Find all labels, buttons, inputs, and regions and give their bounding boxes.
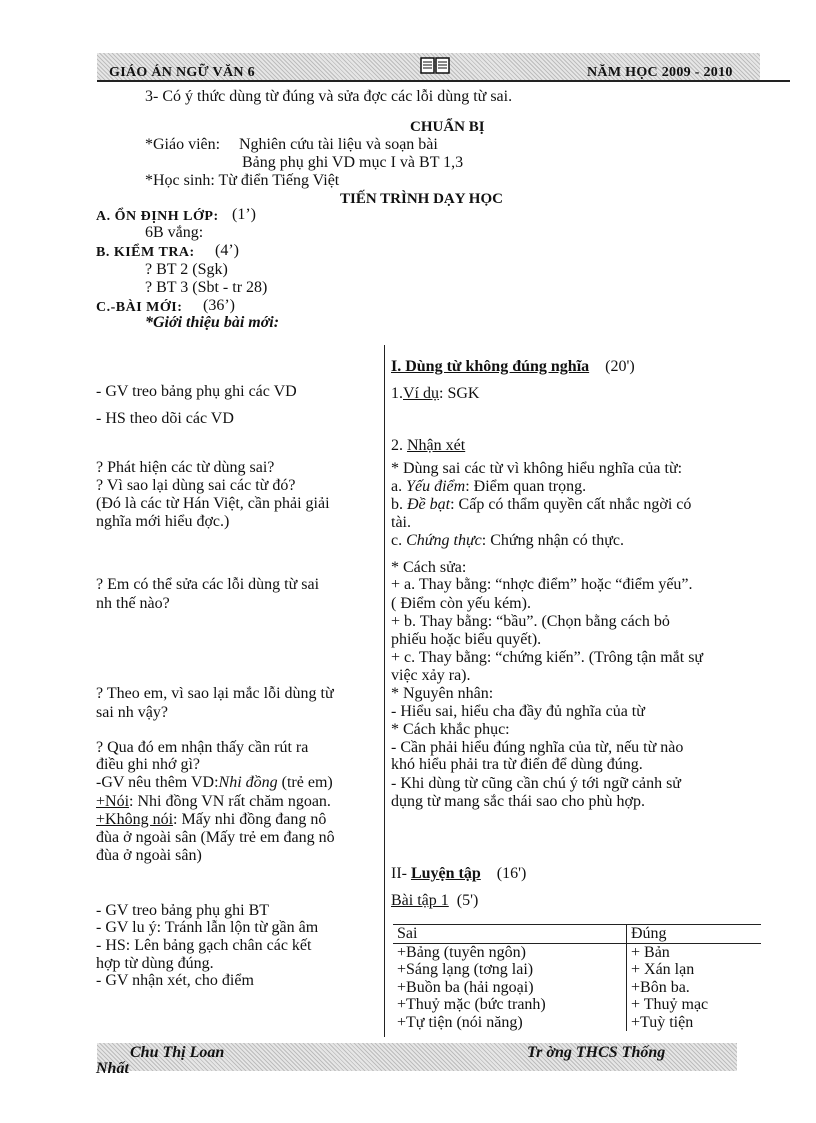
table-row xyxy=(393,943,761,961)
right-line-17: khó hiểu phải tra từ điển để dùng đúng. xyxy=(391,756,643,773)
header-rule xyxy=(97,80,790,82)
section-b-line-1: ? BT 2 (Sgk) xyxy=(145,261,228,278)
section-2-heading xyxy=(391,866,526,883)
table-row xyxy=(393,996,761,1014)
left-line-6: nghĩa mới hiểu đợc.) xyxy=(96,513,230,530)
left-line-13 xyxy=(96,775,333,792)
footer-school: Tr ờng THCS Thống xyxy=(527,1044,666,1061)
right-line-3-term: Đề bạt xyxy=(407,496,451,513)
right-line-5 xyxy=(391,533,624,550)
right-line-1: * Dùng sai các từ vì không hiểu nghĩa của từ: xyxy=(391,460,683,477)
left-line-1: - GV treo bảng phụ ghi các VD xyxy=(96,383,297,400)
prep-student: *Học sinh: Từ điển Tiếng Việt xyxy=(145,172,340,189)
section-1-time: (20') xyxy=(605,358,635,375)
right-line-13: * Nguyên nhân: xyxy=(391,685,494,702)
left-line-21: hợp từ dùng đúng. xyxy=(96,955,214,972)
left-line-15 xyxy=(96,812,326,829)
left-line-14 xyxy=(96,794,331,811)
table-cell-wrong: +Thuỷ mặc (bức tranh) xyxy=(397,996,546,1013)
left-line-5: (Đó là các từ Hán Việt, cần phải giải xyxy=(96,495,330,512)
exercise-1-heading xyxy=(391,893,478,910)
footer-author: Chu Thị Loan xyxy=(130,1044,225,1061)
right-line-2 xyxy=(391,479,586,496)
left-line-14-b: : Nhi đồng VN rất chăm ngoan. xyxy=(129,793,331,810)
section-2-title: Luyện tập xyxy=(410,865,481,882)
left-line-4: ? Vì sao lại dùng sai các từ đó? xyxy=(96,477,296,494)
left-line-19: - GV lu ý: Tránh lẫn lộn từ gần âm xyxy=(96,919,319,936)
right-line-5-c: : Chứng nhận có thực. xyxy=(481,532,624,549)
section-b-label: B. KIỂM TRA: xyxy=(96,245,195,260)
left-line-10: sai nh vậy? xyxy=(96,704,168,721)
left-line-14-a: +Nói xyxy=(96,793,130,810)
example-text: : SGK xyxy=(439,385,480,402)
table-header-wrong: Sai xyxy=(393,925,627,944)
prep-title: CHUẨN BỊ xyxy=(410,119,485,135)
right-line-8: ( Điểm còn yếu kém). xyxy=(391,595,531,612)
section-a-time: (1’) xyxy=(232,206,256,223)
section-c-intro: *Giới thiệu bài mới: xyxy=(145,314,280,331)
book-icon xyxy=(420,56,450,76)
left-line-20: - HS: Lên bảng gạch chân các kết xyxy=(96,937,312,954)
header-title-left: GIÁO ÁN NGỮ VĂN 6 xyxy=(109,65,255,80)
exercise-1-label: Bài tập 1 xyxy=(391,892,449,909)
section-2-time: (16') xyxy=(496,865,527,882)
objective-3: 3- Có ý thức dùng từ đúng và sửa đợc các lỗi dùng từ sai. xyxy=(145,88,513,105)
left-line-8: nh thế nào? xyxy=(96,595,170,612)
section-c-time: (36’) xyxy=(203,297,235,314)
left-line-13-c: (trẻ em) xyxy=(277,774,333,791)
right-line-3 xyxy=(391,497,691,514)
right-line-4: tài. xyxy=(391,514,411,531)
example-line xyxy=(391,386,479,403)
right-line-12: việc xảy ra). xyxy=(391,667,471,684)
right-line-9: + b. Thay bằng: “bầu”. (Chọn bằng cách bỏ xyxy=(391,613,670,630)
right-line-2-term: Yếu điểm xyxy=(406,478,466,495)
left-line-2: - HS theo dõi các VD xyxy=(96,410,234,427)
column-divider xyxy=(384,345,385,1037)
right-line-2-c: : Điểm quan trọng. xyxy=(465,478,587,495)
left-line-11: ? Qua đó em nhận thấy cần rút ra xyxy=(96,739,309,756)
example-label: Ví dụ xyxy=(403,385,439,402)
table-cell-wrong: +Tự tiện (nói năng) xyxy=(397,1013,523,1031)
section-a-label: A. ỔN ĐỊNH LỚP: xyxy=(96,209,219,224)
table-header-right: Đúng xyxy=(627,925,762,944)
right-line-11: + c. Thay bằng: “chứng kiến”. (Trông tận mắt sự xyxy=(391,649,704,666)
table-cell-wrong: +Buồn ba (hải ngoại) xyxy=(397,978,534,996)
remark-label: Nhận xét xyxy=(407,437,466,454)
left-line-13-a: -GV nêu thêm VD: xyxy=(96,774,219,791)
exercise-1-time: (5') xyxy=(456,892,479,909)
left-line-13-b: Nhi đồng xyxy=(218,774,278,791)
table-row xyxy=(393,1014,761,1032)
right-line-7: + a. Thay bằng: “nhợc điểm” hoặc “điểm yếu”. xyxy=(391,576,693,593)
process-title: TIẾN TRÌNH DẠY HỌC xyxy=(340,191,503,207)
right-line-2-a: a. xyxy=(391,478,407,495)
left-line-9: ? Theo em, vì sao lại mắc lỗi dùng từ xyxy=(96,685,334,702)
section-1-heading xyxy=(391,359,635,376)
section-a-line: 6B vắng: xyxy=(145,224,204,241)
example-number: 1. xyxy=(391,385,403,402)
left-line-18: - GV treo bảng phụ ghi BT xyxy=(96,902,270,919)
right-line-3-a: b. xyxy=(391,496,407,513)
section-2-number: II- xyxy=(391,865,411,882)
right-line-15: * Cách khắc phục: xyxy=(391,721,510,738)
table-row xyxy=(393,979,761,997)
left-line-3: ? Phát hiện các từ dùng sai? xyxy=(96,459,275,476)
section-b-time: (4’) xyxy=(215,242,239,259)
header-title-right: NĂM HỌC 2009 - 2010 xyxy=(587,65,733,80)
table-cell-wrong: +Sáng lạng (tơng lai) xyxy=(397,961,534,978)
right-line-3-c: : Cấp có thẩm quyền cất nhắc ngời có xyxy=(450,496,692,513)
left-line-7: ? Em có thể sửa các lỗi dùng từ sai xyxy=(96,576,320,593)
left-line-12: điều ghi nhớ gì? xyxy=(96,756,200,773)
right-line-16: - Cần phải hiểu đúng nghĩa của từ, nếu từ nào xyxy=(391,739,684,756)
table-cell-right: + Bản xyxy=(627,943,762,961)
section-b-line-2: ? BT 3 (Sbt - tr 28) xyxy=(145,279,268,296)
table-header-row xyxy=(393,925,761,944)
section-c-label: C.-BÀI MỚI: xyxy=(96,300,183,315)
section-1-title: I. Dùng từ không đúng nghĩa xyxy=(391,358,590,375)
exercise-table xyxy=(393,924,761,1031)
left-line-15-a: +Không nói xyxy=(96,811,174,828)
remark-number: 2. xyxy=(391,437,407,454)
left-line-22: - GV nhận xét, cho điểm xyxy=(96,972,254,989)
right-line-5-term: Chứng thực xyxy=(406,532,482,549)
prep-teacher-line1: Nghiên cứu tài liệu và soạn bài xyxy=(239,136,438,153)
table-cell-right: + Thuỷ mạc xyxy=(627,996,762,1014)
left-line-15-b: : Mấy nhi đồng đang nô xyxy=(173,811,327,828)
table-cell-right: +Tuỳ tiện xyxy=(627,1014,762,1032)
table-row xyxy=(393,961,761,979)
prep-teacher-line2: Bảng phụ ghi VD mục I và BT 1,3 xyxy=(242,154,464,171)
table-cell-wrong: +Bảng (tuyên ngôn) xyxy=(393,943,627,961)
prep-teacher-label: *Giáo viên: xyxy=(145,136,221,153)
left-line-16: đùa ở ngoài sân (Mấy trẻ em đang nô xyxy=(96,829,335,846)
right-line-10: phiếu hoặc biểu quyết). xyxy=(391,631,542,648)
remark-heading xyxy=(391,438,465,455)
footer-author-2: Nhất xyxy=(96,1060,129,1077)
right-line-5-a: c. xyxy=(391,532,407,549)
right-line-18: - Khi dùng từ cũng cần chú ý tới ngữ cảnh sử xyxy=(391,775,681,792)
right-line-19: dụng từ mang sắc thái sao cho phù hợp. xyxy=(391,793,645,810)
table-cell-right: + Xán lạn xyxy=(627,961,762,979)
right-line-14: - Hiểu sai, hiểu cha đầy đủ nghĩa của từ xyxy=(391,703,645,720)
table-cell-right: +Bôn ba. xyxy=(627,979,762,997)
left-line-17: đùa ở ngoài sân) xyxy=(96,847,202,864)
right-line-6: * Cách sửa: xyxy=(391,559,467,576)
